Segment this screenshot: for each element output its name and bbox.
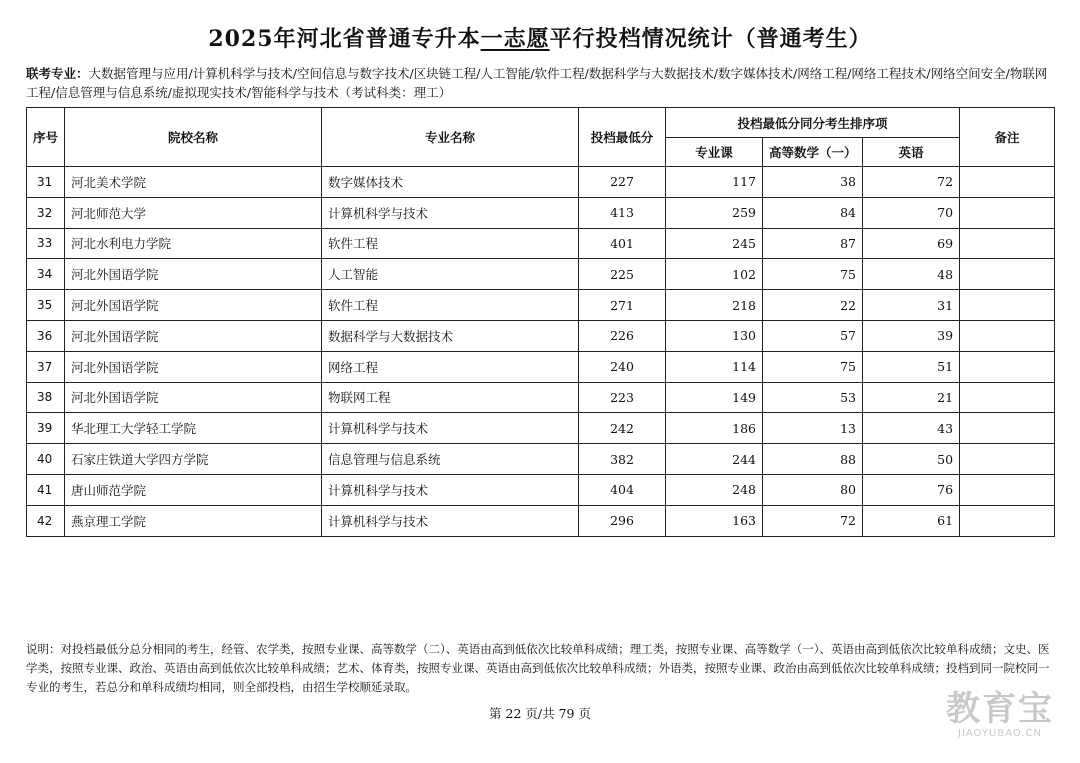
cell-major: 软件工程 (322, 290, 579, 321)
table-row (27, 382, 1055, 413)
cell-remark (960, 474, 1055, 505)
table-row (27, 413, 1055, 444)
header-no: 序号 (27, 108, 65, 167)
cell-prof: 149 (666, 382, 763, 413)
cell-math: 75 (763, 351, 863, 382)
cell-school: 河北外国语学院 (65, 259, 322, 290)
majors-text: 大数据管理与应用/计算机科学与技术/空间信息与数字技术/区块链工程/人工智能/软件工程/数据科学与大数据技术/数字媒体技术/网络工程/网络工程技术/网络空间安全/物联网工程/信息管理与信息系统/虚拟现实技术/智能科学与技术（考试科类：理工） (26, 66, 1048, 100)
table-row (27, 259, 1055, 290)
explanation-note: 说明：对投档最低分总分相同的考生，经管、农学类，按照专业课、高等数学（二）、英语由高到低依次比较单科成绩；理工类，按照专业课、高等数学（一）、英语由高到低依次比较单科成绩；文史、医学类，按照专业课、政治、英语由高到低依次比较单科成绩；艺术、体育类，按照专业课、英语由高到低依次比较单科成绩；外语类，按照专业课、政治由高到低依次比较单科成绩；投档到同一院校同一专业的考生，若总分和单科成绩均相同，则全部投档，由招生学校顺延录取。 (26, 642, 1050, 694)
cell-prof: 163 (666, 505, 763, 536)
cell-major: 数字媒体技术 (322, 167, 579, 198)
admission-table (26, 107, 1055, 537)
cell-english: 21 (863, 382, 960, 413)
joint-exam-majors (26, 64, 1056, 102)
cell-min-score: 413 (579, 197, 666, 228)
cell-remark (960, 351, 1055, 382)
cell-major: 人工智能 (322, 259, 579, 290)
cell-major: 计算机科学与技术 (322, 505, 579, 536)
cell-prof: 248 (666, 474, 763, 505)
cell-math: 87 (763, 228, 863, 259)
cell-english: 72 (863, 167, 960, 198)
cell-min-score: 382 (579, 444, 666, 475)
cell-remark (960, 228, 1055, 259)
header-school: 院校名称 (65, 108, 322, 167)
cell-major: 网络工程 (322, 351, 579, 382)
header-prof: 专业课 (666, 138, 763, 167)
cell-no: 38 (27, 382, 65, 413)
table-row (27, 505, 1055, 536)
cell-school: 唐山师范学院 (65, 474, 322, 505)
cell-no: 37 (27, 351, 65, 382)
cell-english: 39 (863, 320, 960, 351)
cell-english: 70 (863, 197, 960, 228)
table-row (27, 228, 1055, 259)
watermark-text: 教育宝 (946, 689, 1054, 729)
header-math: 高等数学（一） (763, 138, 863, 167)
cell-school: 华北理工大学轻工学院 (65, 413, 322, 444)
cell-no: 41 (27, 474, 65, 505)
title-part-2: 一志愿 (480, 26, 550, 52)
cell-math: 88 (763, 444, 863, 475)
cell-no: 39 (27, 413, 65, 444)
cell-min-score: 226 (579, 320, 666, 351)
cell-remark (960, 444, 1055, 475)
watermark-logo (940, 690, 1060, 739)
cell-remark (960, 197, 1055, 228)
cell-no: 36 (27, 320, 65, 351)
cell-prof: 130 (666, 320, 763, 351)
cell-min-score: 225 (579, 259, 666, 290)
cell-major: 数据科学与大数据技术 (322, 320, 579, 351)
table-row (27, 167, 1055, 198)
cell-school: 河北美术学院 (65, 167, 322, 198)
cell-remark (960, 320, 1055, 351)
cell-major: 计算机科学与技术 (322, 197, 579, 228)
cell-school: 石家庄铁道大学四方学院 (65, 444, 322, 475)
table-row (27, 320, 1055, 351)
cell-english: 31 (863, 290, 960, 321)
cell-math: 72 (763, 505, 863, 536)
cell-prof: 186 (666, 413, 763, 444)
cell-english: 51 (863, 351, 960, 382)
cell-min-score: 401 (579, 228, 666, 259)
cell-min-score: 227 (579, 167, 666, 198)
cell-no: 33 (27, 228, 65, 259)
cell-math: 84 (763, 197, 863, 228)
cell-math: 38 (763, 167, 863, 198)
cell-prof: 244 (666, 444, 763, 475)
cell-school: 河北师范大学 (65, 197, 322, 228)
cell-major: 计算机科学与技术 (322, 413, 579, 444)
cell-math: 75 (763, 259, 863, 290)
watermark-url: JIAOYUBAO.CN (958, 728, 1042, 739)
cell-major: 计算机科学与技术 (322, 474, 579, 505)
cell-min-score: 271 (579, 290, 666, 321)
cell-math: 22 (763, 290, 863, 321)
cell-min-score: 296 (579, 505, 666, 536)
table-row (27, 197, 1055, 228)
cell-school: 河北外国语学院 (65, 351, 322, 382)
cell-english: 43 (863, 413, 960, 444)
table-row (27, 290, 1055, 321)
cell-school: 河北外国语学院 (65, 320, 322, 351)
cell-no: 32 (27, 197, 65, 228)
header-english: 英语 (863, 138, 960, 167)
cell-remark (960, 413, 1055, 444)
table-row (27, 474, 1055, 505)
cell-min-score: 242 (579, 413, 666, 444)
page-number: 第 22 页/共 79 页 (489, 706, 591, 721)
header-major: 专业名称 (322, 108, 579, 167)
cell-english: 69 (863, 228, 960, 259)
cell-school: 河北水利电力学院 (65, 228, 322, 259)
header-min-score: 投档最低分 (579, 108, 666, 167)
cell-school: 河北外国语学院 (65, 382, 322, 413)
table-body (27, 167, 1055, 537)
cell-remark (960, 290, 1055, 321)
cell-remark (960, 167, 1055, 198)
cell-school: 燕京理工学院 (65, 505, 322, 536)
cell-no: 40 (27, 444, 65, 475)
cell-math: 13 (763, 413, 863, 444)
title-part-1: 2025年河北省普通专升本 (208, 26, 481, 52)
header-remark: 备注 (960, 108, 1055, 167)
cell-prof: 114 (666, 351, 763, 382)
cell-english: 50 (863, 444, 960, 475)
cell-no: 34 (27, 259, 65, 290)
majors-label: 联考专业： (26, 66, 89, 81)
cell-prof: 117 (666, 167, 763, 198)
cell-math: 57 (763, 320, 863, 351)
cell-prof: 218 (666, 290, 763, 321)
cell-math: 53 (763, 382, 863, 413)
cell-english: 76 (863, 474, 960, 505)
cell-prof: 259 (666, 197, 763, 228)
cell-min-score: 223 (579, 382, 666, 413)
cell-english: 48 (863, 259, 960, 290)
cell-english: 61 (863, 505, 960, 536)
cell-major: 物联网工程 (322, 382, 579, 413)
document-title (0, 22, 1080, 53)
cell-no: 31 (27, 167, 65, 198)
cell-remark (960, 382, 1055, 413)
cell-major: 软件工程 (322, 228, 579, 259)
table-row (27, 444, 1055, 475)
cell-no: 35 (27, 290, 65, 321)
cell-prof: 245 (666, 228, 763, 259)
cell-math: 80 (763, 474, 863, 505)
cell-min-score: 240 (579, 351, 666, 382)
cell-major: 信息管理与信息系统 (322, 444, 579, 475)
title-part-3: 平行投档情况统计（普通考生） (549, 26, 872, 52)
header-tie-group: 投档最低分同分考生排序项 (666, 108, 960, 138)
cell-remark (960, 259, 1055, 290)
table-row (27, 351, 1055, 382)
cell-remark (960, 505, 1055, 536)
cell-no: 42 (27, 505, 65, 536)
cell-min-score: 404 (579, 474, 666, 505)
cell-school: 河北外国语学院 (65, 290, 322, 321)
cell-prof: 102 (666, 259, 763, 290)
